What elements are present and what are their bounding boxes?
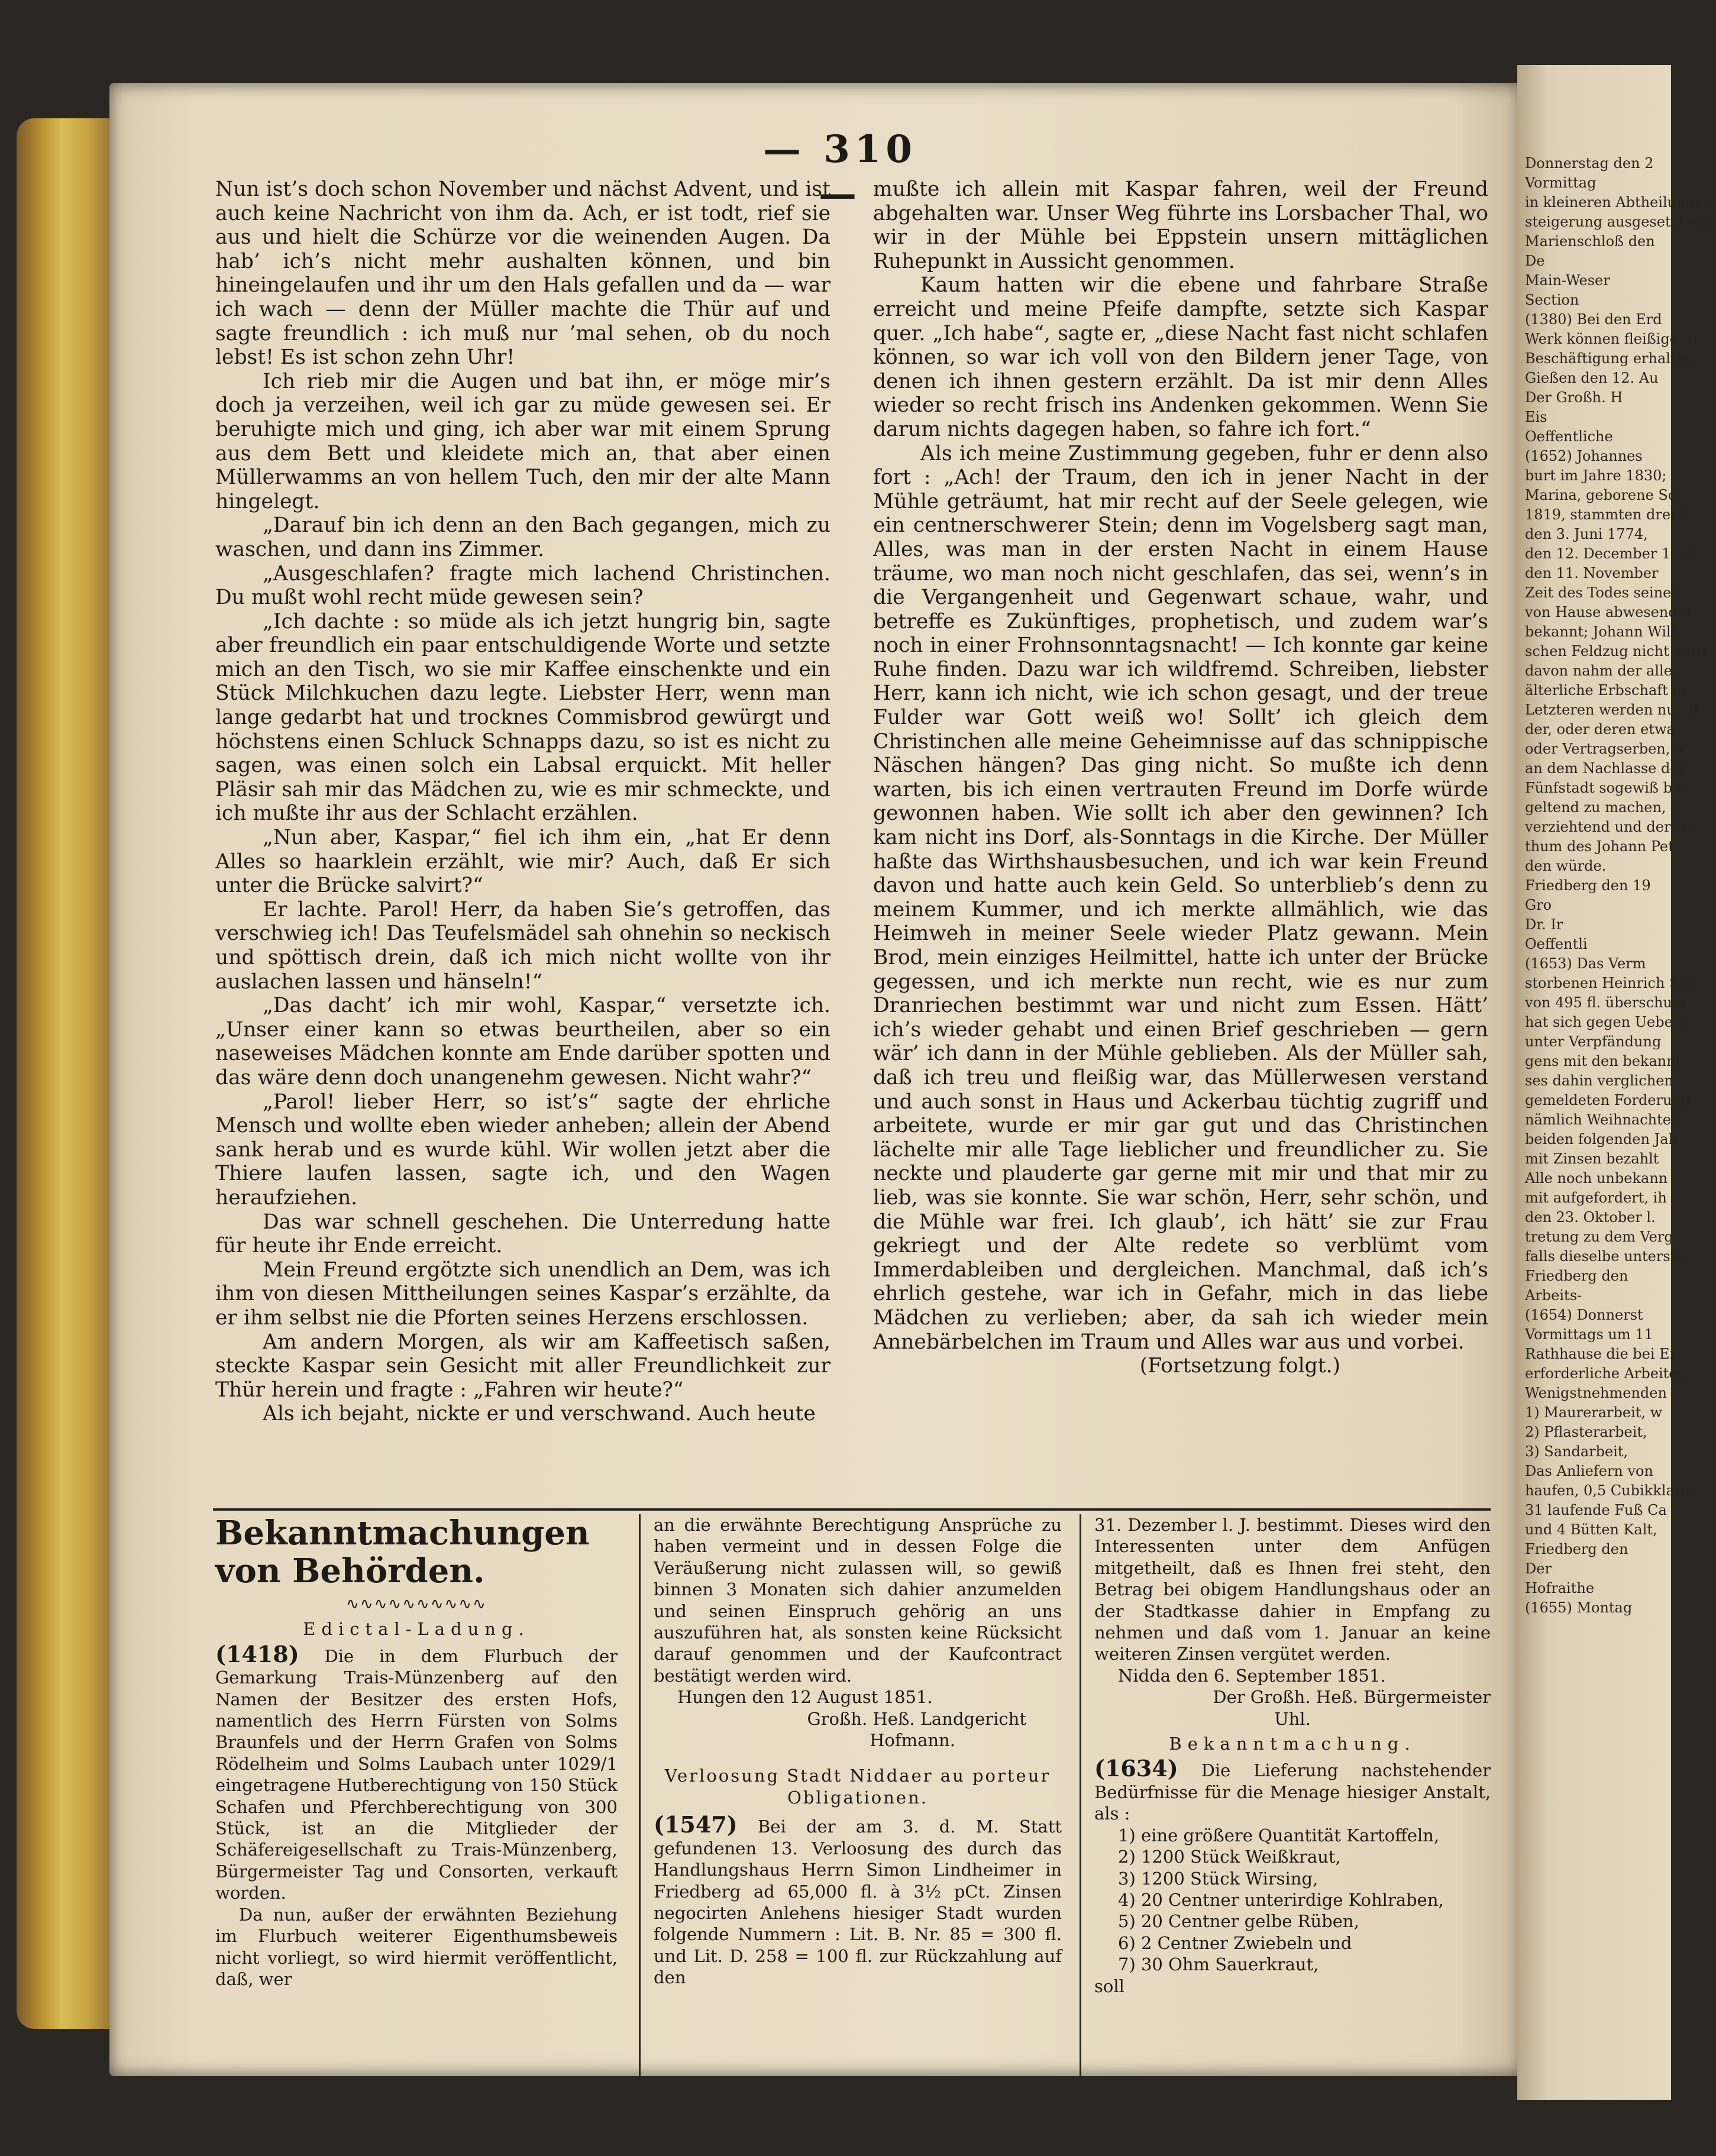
adjacent-page-line: in kleineren Abtheilungen (1525, 194, 1712, 211)
adjacent-page-line: falls dieselbe unterste (1525, 1248, 1685, 1265)
list-item: 2) 1200 Stück Weißkraut, (1118, 1847, 1341, 1867)
adjacent-page-line: den 11. November (1525, 565, 1659, 581)
adjacent-page-line: (1652) Johannes (1525, 448, 1643, 464)
adjacent-page-line: (1655) Montag (1525, 1599, 1633, 1616)
adjacent-page-line: oder Vertragserben, a (1525, 741, 1683, 757)
continued-note: (Fortsetzung folgt.) (1139, 1354, 1340, 1378)
paragraph: Als ich bejaht, nickte er und verschwand. Auch heute (263, 1402, 816, 1426)
paragraph: mußte ich allein mit Kaspar fahren, weil der Freund abgehalten war. Unser Weg führte ins Lorsbacher Thal, wo wir in der Mühle bei Eppstein unsern mittäglichen Ruhepunkt in Aussicht genommen. (873, 177, 1488, 273)
adjacent-page-line: Gießen den 12. Au (1525, 370, 1659, 386)
adjacent-page-line: 1) Maurerarbeit, w (1525, 1404, 1663, 1421)
notice-1634: (1634) Die Lieferung nachstehender Bedürfnisse für die Menage hiesiger Anstalt, als : (1094, 1755, 1491, 1824)
adjacent-page-line: gens mit den bekannt (1525, 1053, 1682, 1069)
bekanntmachung-title: Bekanntmachung. (1169, 1734, 1416, 1754)
adjacent-page-line: gemeldeten Forderung (1525, 1092, 1691, 1108)
adjacent-page-line: storbenen Heinrich Sch (1525, 975, 1696, 991)
paragraph: Er lachte. Parol! Herr, da haben Sie’s getroffen, das verschwieg ich! Das Teufelsmädel sah ohnehin so neckisch und spöttisch drein, daß ich mich nicht wollte von ihr auslachen lassen und hänseln!“ (215, 897, 830, 994)
adjacent-page-line: (1653) Das Verm (1525, 955, 1646, 972)
adjacent-page-line: den 3. Juni 1774, (1525, 526, 1648, 542)
adjacent-page-line: Eis (1525, 409, 1547, 425)
adjacent-page-line: (1380) Bei den Erd (1525, 311, 1662, 328)
notice-date: Hungen den 12 August 1851. (677, 1687, 933, 1708)
adjacent-page-line: Wenigstnehmenden v (1525, 1385, 1680, 1401)
adjacent-page-line: Werk können fleißige Ar (1525, 331, 1700, 347)
adjacent-page-line: Vormittags um 11 (1525, 1326, 1653, 1343)
adjacent-page-line: Beschäftigung erhalten. (1525, 350, 1698, 367)
adjacent-page-line: unter Verpfändung (1525, 1033, 1662, 1050)
adjacent-page-line: schen Feldzug nicht zurü (1525, 643, 1707, 660)
list-item: 1) eine größere Quantität Kartoffeln, (1118, 1825, 1440, 1845)
list-item: 7) 30 Ohm Sauerkraut, (1118, 1954, 1319, 1975)
adjacent-page-line: an dem Nachlasse des (1525, 760, 1686, 777)
paragraph: „Ich dachte : so müde als ich jetzt hungrig bin, sagte aber freundlich ein paar entschuldigende Worte und setzte mich an den Tisch, wo sie mir Kaffee einschenkte und ein Stück Milchkuchen dazu legte. Liebster Herr, wenn man lange gedarbt hat und trocknes Commisbrod gewürgt und höchstens einen Schluck Schnapps dazu, so ist es nicht zu sagen, was einen solch ein Labsal erquickt. Mit heller Pläsir sah mir das Mädchen zu, wie es mir schmeckte, und ich mußte ihr aus der Schlacht erzählen. (215, 609, 830, 826)
adjacent-page-line: bekannt; Johann Wilh (1525, 623, 1681, 640)
adjacent-page-line: Donnerstag den 2 (1525, 155, 1654, 172)
notice-1547-continued: 31. Dezember l. J. bestimmt. Dieses wird den Interessenten unter dem Anfügen mitgetheilt, daß es Ihnen frei steht, den Betrag bei obigem Handlungshaus oder an der Stadtkasse dahier in Empfang zu nehmen und daß vom 1. Januar an keine weiteren Zinsen vergütet werden. (1094, 1515, 1491, 1664)
adjacent-page-line: beiden folgenden Jah (1525, 1131, 1678, 1148)
adjacent-page-line: den 12. December 1776 (1525, 545, 1698, 562)
adjacent-page-line: Arbeits- (1525, 1287, 1582, 1304)
adjacent-page-line: mit Zinsen bezahlt (1525, 1150, 1659, 1167)
paragraph: „Nun aber, Kaspar,“ fiel ich ihm ein, „hat Er denn Alles so haarklein erzählt, wie mir? Auch, daß Er sich unter die Brücke salvirt?“ (215, 826, 830, 898)
notice-name: Uhl. (1274, 1708, 1311, 1729)
adjacent-page-line: hat sich gegen Uebern (1525, 1014, 1689, 1030)
adjacent-page-line: haufen, 0,5 Cubikklafte (1525, 1482, 1694, 1499)
adjacent-page-line: von 495 fl. überschuld (1525, 994, 1686, 1011)
adjacent-page-line: von Hause abwesend u (1525, 604, 1691, 620)
column-rule (639, 1514, 641, 2094)
adjacent-page-line: 1819, stammten drei S (1525, 506, 1689, 523)
paragraph: „Ausgeschlafen? fragte mich lachend Christinchen. Du mußt wohl recht müde gewesen sein? (215, 561, 830, 610)
adjacent-page-line: Zeit des Todes seiner (1525, 584, 1678, 601)
verloosung-title: Verloosung Stadt Niddaer au porteur Obligationen. (664, 1766, 1051, 1808)
notice-number: (1418) (215, 1640, 299, 1667)
notice-1418-text: Da nun, außer der erwähnten Beziehung im Flurbuch weiterer Eigenthumsbeweis nicht vorliegt, so wird hiermit veröffentlicht, daß, wer (215, 1904, 618, 1989)
notice-signer: Der Großh. Heß. Bürgermeister (1213, 1687, 1491, 1708)
adjacent-page-line: den würde. (1525, 858, 1607, 874)
adjacent-page-line: burt im Jahre 1830; (1525, 467, 1667, 484)
adjacent-page-line: Friedberg den (1525, 1541, 1628, 1557)
adjacent-page-line: tretung zu dem Verg (1525, 1229, 1673, 1245)
list-item: 5) 20 Centner gelbe Rüben, (1118, 1911, 1359, 1932)
paragraph: „Darauf bin ich denn an den Bach gegangen, mich zu waschen, und dann ins Zimmer. (215, 513, 830, 561)
adjacent-page-line: verziehtend und der Na (1525, 819, 1696, 835)
adjacent-page-line: nämlich Weihnachten (1525, 1111, 1681, 1128)
paragraph: Mein Freund ergötzte sich unendlich an Dem, was ich ihm von diesen Mittheilungen seines Kaspar’s erzählte, da er ihm selbst nie die Pforten seines Herzens erschlossen. (215, 1258, 830, 1330)
adjacent-page-line: Gro (1525, 897, 1552, 913)
adjacent-page-line: 31 laufende Fuß Ca (1525, 1502, 1667, 1518)
adjacent-page-line: steigerung ausgesetzt wer (1525, 214, 1716, 230)
paragraph: Nun ist’s doch schon November und nächst Advent, und ist auch keine Nachricht von ihm da. Ach, er ist todt, rief sie aus und hielt die Schürze vor die weinenden Augen. Da hab’ ich’s nicht mehr aushalten können, und bin hineingelaufen und ihr um den Hals gefallen und da — war ich wach — denn der Müller machte die Thür auf und sagte freundlich : ich muß nur ’mal sehen, ob du noch lebst! Es ist schon zehn Uhr! (215, 177, 830, 370)
adjacent-page-line: Marienschloß den (1525, 233, 1655, 250)
adjacent-page-line: Friedberg den (1525, 1268, 1628, 1284)
column-rule (1080, 1514, 1081, 2094)
notice-number: (1634) (1094, 1755, 1178, 1782)
section-divider (213, 1508, 1491, 1511)
adjacent-page-line: Der Großh. H (1525, 389, 1623, 406)
list-item: 4) 20 Centner unterirdige Kohlraben, (1118, 1889, 1444, 1910)
adjacent-page-line: älterliche Erbschaft in (1525, 682, 1686, 699)
story-column-left (215, 177, 830, 1426)
notice-name: Hofmann. (870, 1730, 955, 1751)
paragraph: Als ich meine Zustimmung gegeben, fuhr er denn also fort : „Ach! der Traum, den ich in jener Nacht in der Mühle geträumt, hat mir recht auf der Seele gelegen, wie ein centnerschwerer Stein; denn im Vogelsberg sagt man, Alles, was man in der ersten Nacht in einem Hause träume, wo man noch nicht geschlafen, das sei, wenn’s in die Vergangenheit und Gegenwart schaue, wahr, und betreffe es Zukünftiges, prophetisch, und zudem war’s noch in einer Frohnsonntagsnacht! — Ich konnte gar keine Ruhe finden. Dazu war ich wildfremd. Schreiben, liebster Herr, kann ich nicht, wie ich schon gesagt, und der treue Fulder war Gott weiß wo! Sollt’ ich gleich dem Christinchen alle meine Geheimnisse auf das schnippische Näschen hängen? Das ging nicht. So mußte ich denn warten, bis ich einen vertrauten Freund im Dorfe würde gewonnen haben. Wie sollt ich aber den gewinnen? Ich kam nicht ins Dorf, als-Sonntags in die Kirche. Der Müller haßte das Wirthshausbesuchen, und ich war kein Freund davon und hatte auch kein Geld. So unterblieb’s denn zu meinem Kummer, und ich merkte allmählich, wie das Heimweh in meiner Seele wieder Platz gewann. Mein Brod, mein einziges Heilmittel, hatte ich unter der Brücke gegessen, und ich merkte nun recht, wie es nur zum Dranriechen bestimmt war und nicht zum Essen. Hätt’ ich’s wieder gehabt und einen Brief geschrieben — gern wär’ ich dann in der Mühle geblieben. Als der Müller sah, daß ich treu und fleißig war, das Müllerwesen verstand und auch sonst in Haus und Ackerbau tüchtig zugriff und arbeitete, wurde er mir gar gut und das Christinchen lächelte mir alle Tage lieblicher und freundlicher zu. Sie neckte und plauderte gar gerne mit mir und that mir zu lieb, was sie konnte. Sie war schön, Herr, sehr schön, und die Mühle war frei. Ich glaub’, ich hätt’ sie zur Frau gekriegt und der Alte redete so verblümt vom Immerdableiben und dergleichen. Manchmal, daß ich’s ehrlich gestehe, war ich in Gefahr, mich in das liebe Mädchen zu verlieben; aber, da sah ich wieder mein Annebärbelchen im Traum und Alles war aus und vorbei. (873, 441, 1488, 1354)
adjacent-page-text (1525, 154, 1716, 1618)
adjacent-page-line: Alle noch unbekann (1525, 1170, 1668, 1187)
adjacent-page-line: der, oder deren etwa (1525, 721, 1675, 738)
paragraph: Das war schnell geschehen. Die Unterredung hatte für heute ihr Ende erreicht. (215, 1210, 830, 1258)
adjacent-page-line: und 4 Bütten Kalt, (1525, 1521, 1657, 1538)
notices-column-2 (654, 1514, 1062, 1989)
adjacent-page-line: erforderliche Arbeiten (1525, 1365, 1686, 1382)
adjacent-page-line: davon nahm der allein (1525, 662, 1686, 679)
adjacent-page-line: 2) Pflasterarbeit, (1525, 1424, 1647, 1440)
notice-1547: (1547) Bei der am 3. d. M. Statt gefundenen 13. Verloosung des durch das Handlungshaus Herrn Simon Lindheimer in Friedberg ad 65,000 fl. à 3½ pCt. Zinsen negocirten Anlehens hiesiger Stadt wurden folgende Nummern : Lit. B. Nr. 85 = 300 fl. und Lit. D. 258 = 100 fl. zur Rückzahlung auf den (654, 1811, 1062, 1988)
adjacent-page-line: den 23. Oktober l. (1525, 1209, 1656, 1226)
paragraph: Ich rieb mir die Augen und bat ihn, er möge mir’s doch ja verzeihen, weil ich gar zu müde gewesen sei. Er beruhigte mich und ging, ich aber war mit einem Sprung aus dem Bett und kleidete mich an, that aber einen Müllerwamms an von hellem Tuch, den mir der alte Mann hingelegt. (215, 369, 830, 513)
adjacent-page-line: mit aufgefordert, ih (1525, 1189, 1667, 1206)
paragraph: Am andern Morgen, als wir am Kaffeetisch saßen, steckte Kaspar sein Gesicht mit aller Freundlichkeit zur Thür herein und fragte : „Fahren wir heute?“ (215, 1330, 830, 1402)
story-column-right (873, 177, 1488, 1378)
notices-column-3 (1094, 1514, 1491, 1997)
adjacent-page-line: Marina, geborene Sch (1525, 487, 1685, 503)
edictal-title: Edictal-Ladung. (303, 1619, 530, 1640)
adjacent-page-line: Hofraithe (1525, 1580, 1595, 1596)
page-edges (17, 118, 117, 2029)
adjacent-page-line: Das Anliefern von (1525, 1463, 1653, 1479)
adjacent-page-line: Rathhause die bei Er (1525, 1346, 1677, 1362)
adjacent-page-line: ses dahin verglichen, (1525, 1072, 1678, 1089)
adjacent-page-line: 3) Sandarbeit, (1525, 1443, 1628, 1460)
notice-1418-continued: an die erwähnte Berechtigung Ansprüche zu haben vermeint und in dessen Folge die Veräußerung nicht zulassen will, so gewiß binnen 3 Monaten sich dahier anzumelden und seinen Einspruch gehörig an uns auszuführen hat, als sonsten keine Rücksicht darauf genommen und der Kaufcontract bestätigt werden wird. (654, 1515, 1062, 1686)
adjacent-page-line: Dr. Ir (1525, 916, 1563, 933)
notices-heading: Bekanntmachungen von Behörden. (215, 1514, 590, 1591)
notice-date: Nidda den 6. September 1851. (1118, 1665, 1386, 1686)
adjacent-page-line: Der (1525, 1560, 1552, 1577)
adjacent-page-line: Oeffentli (1525, 936, 1588, 952)
paragraph: „Parol! lieber Herr, so ist’s“ sagte der ehrliche Mensch und wollte eben wieder anheben; allein der Abend sank herab und es wurde kühl. Wir wollen jetzt aber die Thiere laufen lassen, sagte ich, und den Wagen heraufziehen. (215, 1090, 830, 1210)
notice-signer: Großh. Heß. Landgericht (807, 1708, 1026, 1729)
adjacent-page-line: Friedberg den 19 (1525, 877, 1651, 894)
adjacent-page-line: Main-Weser (1525, 272, 1610, 289)
notice-1634-continued: soll (1094, 1976, 1124, 1996)
page-number: — 310 — (763, 127, 917, 216)
adjacent-page-line: De (1525, 253, 1545, 269)
adjacent-page-line: thum des Johann Pet (1525, 838, 1674, 855)
list-item: 3) 1200 Stück Wirsing, (1118, 1868, 1318, 1889)
adjacent-page-line: (1654) Donnerst (1525, 1307, 1643, 1323)
paragraph: „Das dacht’ ich mir wohl, Kaspar,“ versetzte ich. „Unser einer kann so etwas beurtheilen, aber so ein naseweises Mädchen konnte am Ende darüber spotten und das wäre denn doch unangenehm gewesen. Nicht wahr?“ (215, 994, 830, 1090)
adjacent-page-line: Letzteren werden nun d (1525, 702, 1699, 718)
adjacent-page-line: geltend zu machen, w (1525, 799, 1683, 816)
adjacent-page-line: Oeffentliche (1525, 428, 1613, 445)
paragraph: Kaum hatten wir die ebene und fahrbare Straße erreicht und meine Pfeife dampfte, setzte sich Kaspar quer. „Ich habe“, sagte er, „diese Nacht fast nicht schlafen können, so war ich voll von den Bildern jener Tage, von denen ich ihnen gestern erzählt. Da ist mir denn Alles wieder so recht frisch ins Andenken gekommen. Wenn Sie darum nichts dagegen haben, so fahre ich fort.“ (873, 273, 1488, 441)
adjacent-page-line: Fünfstadt sogewiß bin (1525, 780, 1686, 796)
notice-number: (1547) (654, 1811, 738, 1838)
notice-1418: (1418) Die in dem Flurbuch der Gemarkung Trais-Münzenberg auf den Namen der Besitzer des ersten Hofs, namentlich des Herrn Fürsten von Solms Braunfels und der Herrn Grafen von Solms Rödelheim und Solms Laubach unter 1029/1 eingetragene Hutberechtigung von 150 Stück Schafen und Pferchberechtigung von 300 Stück, ist an die Mitglieder der Schäfereigesellschaft zu Trais-Münzenberg, Bürgermeister Tag und Consorten, verkauft worden. (215, 1640, 618, 1903)
adjacent-page-line: Section (1525, 292, 1579, 308)
adjacent-page-line: Vormittag (1525, 174, 1597, 191)
notices-column-1 (215, 1514, 618, 1990)
list-item: 6) 2 Centner Zwiebeln und (1118, 1932, 1352, 1953)
ornament: ∿∿∿∿∿∿∿∿∿∿ (346, 1595, 487, 1613)
